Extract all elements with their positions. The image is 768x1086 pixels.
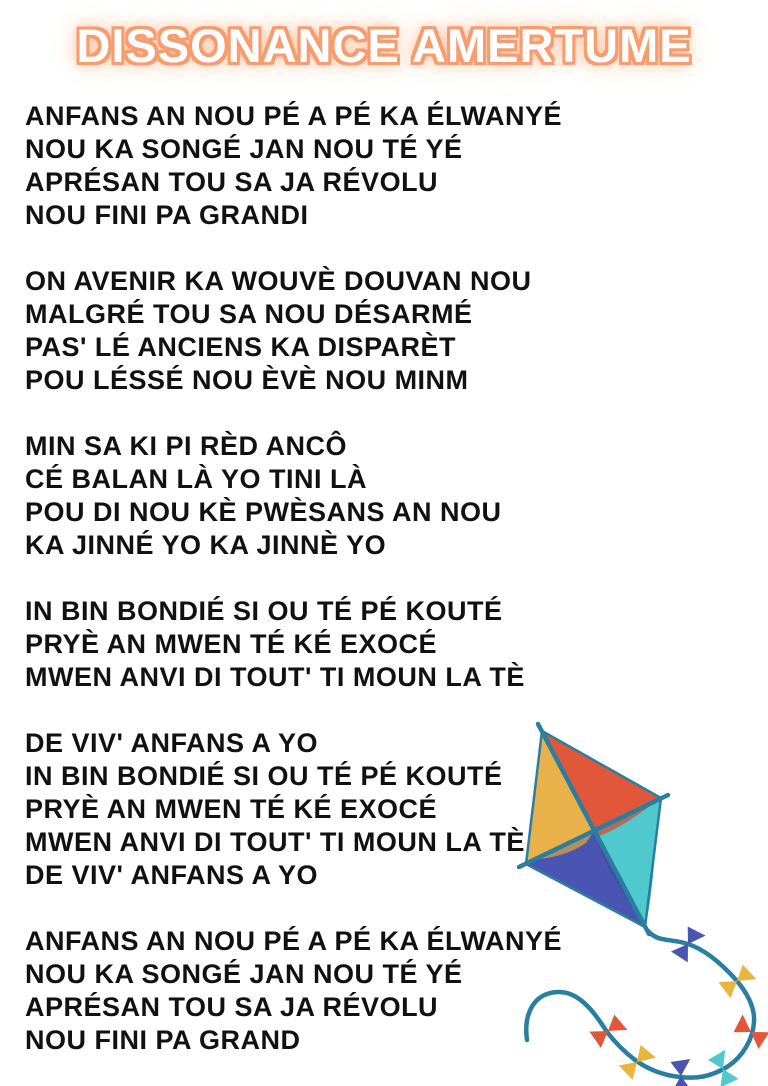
lyric-line: DE VIV' ANFANS A YO — [25, 860, 318, 890]
lyric-line: MIN SA KI PI RÈD ANCÔ — [25, 431, 348, 461]
lyric-line: PRYÈ AN MWEN TÉ KÉ EXOCÉ — [25, 629, 438, 659]
lyric-line: DE VIV' ANFANS A YO — [25, 728, 318, 758]
verse-6 — [25, 925, 562, 1057]
verse-4 — [25, 595, 562, 694]
lyric-line: POU DI NOU KÈ PWÈSANS AN NOU — [25, 497, 502, 527]
lyric-line: ANFANS AN NOU PÉ A PÉ KA ÉLWANYÉ — [25, 101, 563, 131]
verse-5 — [25, 727, 562, 892]
lyric-line: MWEN ANVI DI TOUT' TI MOUN LA TÈ — [25, 827, 525, 857]
lyric-line: NOU KA SONGÉ JAN NOU TÉ YÉ — [25, 959, 463, 989]
kite-tail-bow — [668, 1059, 693, 1086]
lyric-line: PRYÈ AN MWEN TÉ KÉ EXOCÉ — [25, 794, 438, 824]
page-title: DISSONANCE AMERTUME — [76, 19, 692, 72]
lyric-line: PAS' LÉ ANCIENS KA DISPARÈT — [25, 332, 456, 362]
lyric-line: NOU KA SONGÉ JAN NOU TÉ YÉ — [25, 134, 463, 164]
lyric-line: KA JINNÉ YO KA JINNÈ YO — [25, 530, 387, 560]
lyrics-body — [25, 100, 562, 1086]
kite-tail-bow — [670, 925, 705, 964]
lyric-line: APRÉSAN TOU SA JA RÉVOLU — [25, 992, 439, 1022]
lyric-line: NOU FINI PA GRAND — [25, 1025, 301, 1055]
lyric-line: ANFANS AN NOU PÉ A PÉ KA ÉLWANYÉ — [25, 926, 563, 956]
lyric-line: MALGRÉ TOU SA NOU DÉSARMÉ — [25, 299, 473, 329]
verse-2 — [25, 265, 562, 397]
kite-svg — [500, 700, 768, 1086]
kite-illustration — [500, 700, 768, 1086]
kite-tail-bow — [589, 1012, 628, 1049]
lyric-line: APRÉSAN TOU SA JA RÉVOLU — [25, 167, 439, 197]
lyric-line: ON AVENIR KA WOUVÈ DOUVAN NOU — [25, 266, 532, 296]
lyric-line: NOU FINI PA GRANDI — [25, 200, 309, 230]
lyric-line: CÉ BALAN LÀ YO TINI LÀ — [25, 464, 368, 494]
verse-1 — [25, 100, 562, 232]
lyric-line: POU LÉSSÉ NOU ÈVÈ NOU MINM — [25, 365, 469, 395]
kite-tail-bow — [706, 1050, 740, 1086]
lyric-line: MWEN ANVI DI TOUT' TI MOUN LA TÈ — [25, 662, 525, 692]
verse-3 — [25, 430, 562, 562]
lyric-line: IN BIN BONDIÉ SI OU TÉ PÉ KOUTÉ — [25, 761, 503, 791]
lyric-line: IN BIN BONDIÉ SI OU TÉ PÉ KOUTÉ — [25, 596, 503, 626]
